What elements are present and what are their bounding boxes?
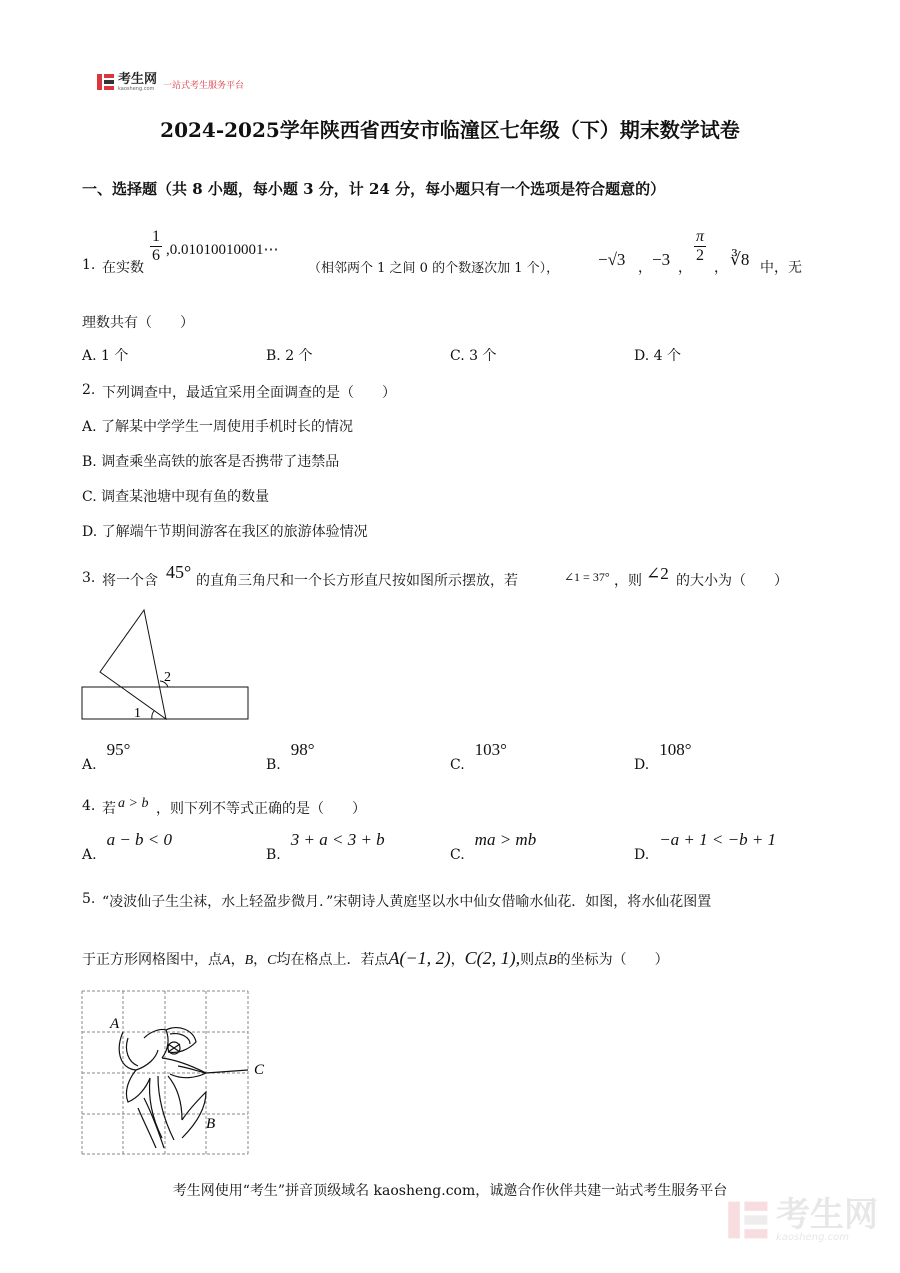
q1-tail: 中，无 bbox=[760, 260, 802, 276]
q4-option-c-label: C. bbox=[450, 847, 465, 863]
q2-text: 下列调查中，最适宜采用全面调查的是（ ） bbox=[102, 385, 396, 401]
q4-option-a-label: A. bbox=[82, 847, 97, 863]
q2-option-d-label: D. bbox=[82, 524, 98, 540]
q5-point-c: C bbox=[267, 953, 277, 968]
q5-coord-c: C(2, 1), bbox=[464, 948, 521, 968]
q5-line2b: 均在格点上．若点 bbox=[276, 952, 389, 968]
q3-angle1: ∠1 = 37° bbox=[564, 570, 610, 584]
q1-option-b-label: B. bbox=[266, 348, 281, 364]
q1-option-b-text: 2 个 bbox=[285, 348, 313, 364]
dashed-grid bbox=[82, 991, 248, 1154]
q3-option-b-label: B. bbox=[266, 757, 281, 773]
q5-point-b-again: B bbox=[548, 953, 557, 968]
q2-option-c-text: 调查某池塘中现有鱼的数量 bbox=[101, 489, 270, 505]
fig-label-1: 1 bbox=[134, 706, 141, 721]
watermark bbox=[726, 1194, 878, 1243]
q4-option-c-text: ma > mb bbox=[474, 830, 537, 849]
q4-option-b-text: 3 + a < 3 + b bbox=[290, 830, 385, 849]
q3-option-d-label: D. bbox=[634, 757, 650, 773]
q3-option-c[interactable] bbox=[450, 740, 507, 773]
q1-option-d-label: D. bbox=[634, 348, 650, 364]
q2-option-a-label: A. bbox=[82, 419, 97, 435]
q1-comma-c: ， bbox=[714, 260, 728, 276]
q5-line2c: 则点 bbox=[520, 952, 549, 968]
fig-label-2: 2 bbox=[164, 670, 171, 685]
q1-cbrt8: ∛8 bbox=[730, 250, 750, 269]
q4-option-b[interactable] bbox=[266, 830, 385, 863]
q1-frac-den: 6 bbox=[152, 247, 160, 264]
q1-neg3: −3 bbox=[652, 250, 671, 269]
q1-note: （相邻两个 1 之间 0 的个数逐次加 1 个）， bbox=[308, 261, 560, 276]
q5-comma1: ， bbox=[230, 952, 245, 968]
q2-option-d-text: 了解端午节期间游客在我区的旅游体验情况 bbox=[101, 524, 368, 540]
q4-option-c[interactable] bbox=[450, 830, 537, 863]
q4-part2: ，则下列不等式正确的是（ ） bbox=[156, 801, 366, 817]
section-heading: 一、选择题（共 8 小题，每小题 3 分，计 24 分，每小题只有一个选项是符合题意的） bbox=[82, 180, 666, 198]
q5-line2a: 于正方形网格图中，点 bbox=[82, 952, 222, 968]
q1-option-d-text: 4 个 bbox=[653, 348, 681, 364]
q1-option-d[interactable] bbox=[634, 345, 681, 365]
watermark-logo-icon bbox=[726, 1197, 772, 1243]
q1-comma-b: ， bbox=[678, 260, 692, 276]
q3-option-a[interactable] bbox=[82, 740, 131, 773]
q3-part3: ，则 bbox=[614, 573, 642, 589]
q1-decimal: ,0.01010010001⋯ bbox=[166, 242, 279, 258]
q3-option-b-text: 98° bbox=[290, 740, 315, 759]
logo-domain: kaosheng.com bbox=[118, 85, 155, 92]
grid-label-b: B bbox=[206, 1116, 216, 1132]
q4-option-d[interactable] bbox=[634, 830, 777, 863]
q3-deg45: 45° bbox=[166, 562, 192, 582]
q5-grid-figure bbox=[78, 988, 264, 1158]
page-footer: 考生网使用“考生”拼音顶级域名 kaosheng.com，诚邀合作伙伴共建一站式考生服务平台 bbox=[172, 1183, 728, 1199]
q4-option-a[interactable] bbox=[82, 830, 173, 863]
q2-option-a-text: 了解某中学学生一周使用手机时长的情况 bbox=[101, 419, 354, 435]
angle1-arc bbox=[152, 711, 154, 719]
q4-option-b-label: B. bbox=[266, 847, 281, 863]
q1-pi: π bbox=[695, 228, 704, 245]
q3-part4: 的大小为（ ） bbox=[676, 573, 788, 589]
q3-part2: 的直角三角尺和一个长方形直尺按如图所示摆放，若 bbox=[196, 573, 518, 589]
q2-option-b-label: B. bbox=[82, 454, 97, 470]
q4-option-d-label: D. bbox=[634, 847, 650, 863]
q2-option-b[interactable] bbox=[82, 451, 339, 471]
q5-line1: “凌波仙子生尘袜，水上轻盈步微月．”宋朝诗人黄庭坚以水中仙女借喻水仙花．如图，将水仙花图置 bbox=[102, 894, 712, 910]
q1-two: 2 bbox=[696, 247, 704, 264]
q2-option-c-label: C. bbox=[82, 489, 97, 505]
q1-pi-over-2 bbox=[694, 228, 706, 265]
q3-number: 3. bbox=[82, 570, 96, 586]
q2-option-b-text: 调查乘坐高铁的旅客是否携带了违禁品 bbox=[101, 454, 340, 470]
daffodil-drawing bbox=[119, 1028, 248, 1148]
q4-part1: 若 bbox=[102, 801, 116, 817]
q5-coord-a: A(−1, 2) bbox=[388, 948, 451, 968]
q3-part1: 将一个含 bbox=[102, 573, 158, 589]
q5-point-a: A bbox=[222, 953, 231, 968]
q1-number: 1. bbox=[82, 257, 96, 273]
q1-option-c-text: 3 个 bbox=[469, 348, 497, 364]
q1-option-a-label: A. bbox=[82, 348, 97, 364]
q2-option-a[interactable] bbox=[82, 416, 353, 436]
q1-fraction bbox=[150, 228, 162, 265]
q1-lead: 在实数 bbox=[102, 260, 144, 276]
q4-condition: a > b bbox=[118, 796, 149, 811]
q5-comma3: ， bbox=[450, 952, 465, 968]
q5-line2 bbox=[82, 948, 669, 969]
logo-slogan: 一站式考生服务平台 bbox=[163, 80, 245, 91]
page-title: 2024-2025学年陕西省西安市临潼区七年级（下）期末数学试卷 bbox=[160, 118, 740, 142]
q3-option-a-text: 95° bbox=[106, 740, 131, 759]
q4-number: 4. bbox=[82, 798, 96, 814]
q5-comma2: ， bbox=[253, 952, 268, 968]
q3-option-d[interactable] bbox=[634, 740, 692, 773]
q5-number: 5. bbox=[82, 891, 96, 907]
logo-name: 考生网 bbox=[118, 71, 158, 87]
q1-option-a[interactable] bbox=[82, 345, 128, 365]
q3-option-a-label: A. bbox=[82, 757, 97, 773]
q5-line2d: 的坐标为（ ） bbox=[556, 952, 669, 968]
header-logo bbox=[96, 72, 244, 92]
q1-option-a-text: 1 个 bbox=[101, 348, 129, 364]
q3-figure bbox=[78, 605, 254, 725]
watermark-domain: kaosheng.com bbox=[776, 1231, 849, 1243]
kaosheng-logo-icon bbox=[96, 72, 116, 92]
q1-frac-num: 1 bbox=[152, 228, 160, 245]
q3-option-c-text: 103° bbox=[474, 740, 507, 759]
watermark-name: 考生网 bbox=[776, 1194, 878, 1235]
q4-option-a-text: a − b < 0 bbox=[106, 830, 173, 849]
q3-option-d-text: 108° bbox=[659, 740, 692, 759]
q3-angle2: ∠2 bbox=[646, 564, 669, 583]
q1-neg-sqrt3: −√3 bbox=[598, 250, 626, 269]
q3-option-c-label: C. bbox=[450, 757, 465, 773]
q2-option-c[interactable] bbox=[82, 486, 269, 506]
q1-line2: 理数共有（ ） bbox=[82, 315, 194, 331]
q2-option-d[interactable] bbox=[82, 521, 368, 541]
q1-option-c-label: C. bbox=[450, 348, 465, 364]
q1-option-c[interactable] bbox=[450, 345, 496, 365]
grid-label-a: A bbox=[110, 1016, 120, 1032]
triangle-ruler bbox=[100, 610, 166, 719]
q4-option-d-text: −a + 1 < −b + 1 bbox=[659, 830, 777, 849]
q5-point-b: B bbox=[244, 953, 254, 968]
q1-comma-a: ， bbox=[638, 260, 652, 276]
q1-option-b[interactable] bbox=[266, 345, 313, 365]
grid-label-c: C bbox=[253, 1062, 264, 1078]
q2-number: 2. bbox=[82, 382, 96, 398]
q3-option-b[interactable] bbox=[266, 740, 315, 773]
